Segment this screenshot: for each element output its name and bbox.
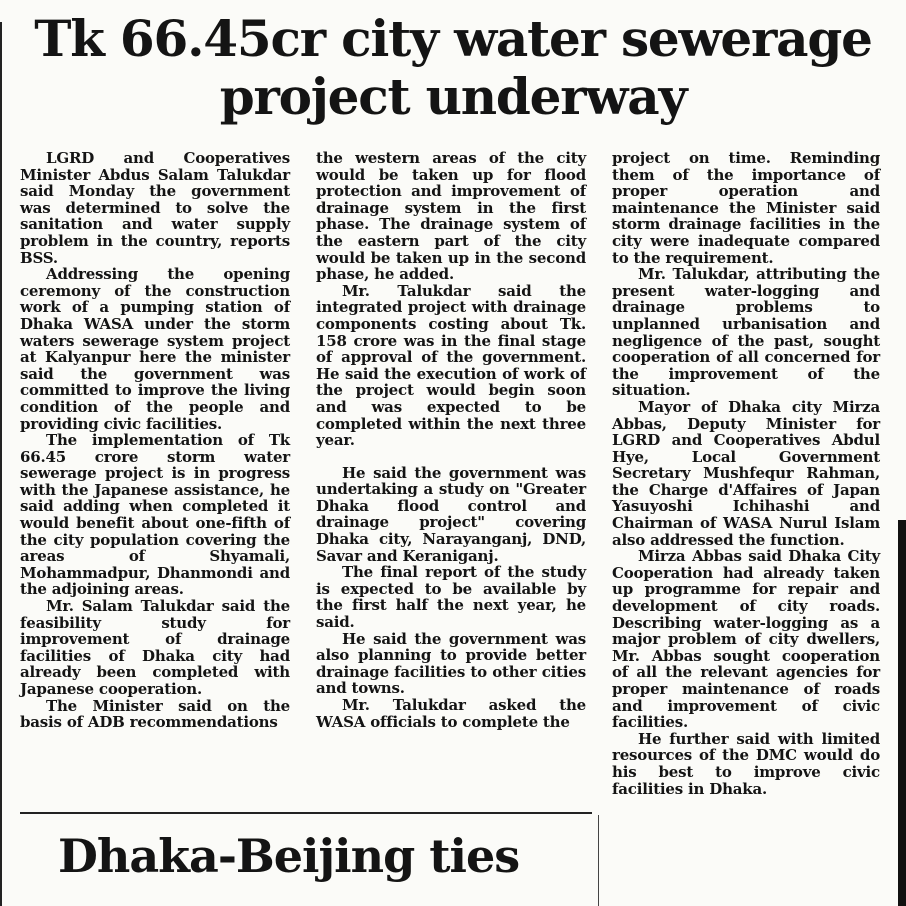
article-column-1: [20, 150, 290, 731]
paragraph: Addressing the opening ceremony of the construction work of a pumping station of Dhaka WASA under the storm waters sewerage system project at Kalyanpur here the minister said the government was committed to improve the living condition of the people and providing civic facilities.: [20, 265, 290, 433]
paragraph: The final report of the study is expected to be available by the first half the next year, he said.: [316, 563, 586, 632]
paragraph: Mr. Salam Talukdar said the feasibility study for improvement of drainage facilities of Dhaka city had already been completed with Japanese cooperation.: [20, 597, 290, 698]
paragraph: LGRD and Cooperatives Minister Abdus Salam Talukdar said Monday the government was determined to solve the sanitation and water supply problem in the country, reports BSS.: [20, 149, 290, 267]
section-divider-rule: [20, 812, 592, 814]
left-border-rule: [0, 22, 2, 906]
paragraph: Mr. Talukdar, attributing the present water-logging and drainage problems to unplanned urbanisation and negligence of the past, sought cooperation of all concerned for the improvement of the situation.: [612, 265, 880, 400]
paragraph: He said the government was also planning to provide better drainage facilities to other cities and towns.: [316, 629, 586, 698]
next-article-headline: Dhaka-Beijing ties: [58, 829, 520, 883]
paragraph: the western areas of the city would be taken up for flood protection and improvement of drainage system in the first phase. The drainage system of the eastern part of the city would be taken up in the second phase, he added.: [316, 149, 586, 284]
article-headline: [10, 10, 896, 126]
headline-line-2: project underway: [219, 67, 687, 126]
paragraph: The implementation of Tk 66.45 crore storm water sewerage project is in progress with the Japanese assistance, he said adding when completed it would benefit about one-fifth of the city population covering the areas of Shyamali, Mohammadpur, Dhanmondi and the adjoining areas.: [20, 431, 290, 599]
column-separator-rule: [598, 815, 599, 906]
paragraph: The Minister said on the basis of ADB recommendations: [20, 696, 290, 732]
paragraph: Mr. Talukdar asked the WASA officials to complete the: [316, 696, 586, 731]
paragraph: He said the government was undertaking a study on "Greater Dhaka flood control and drainage project" covering Dhaka city, Narayanganj, DND, Savar and Keraniganj.: [316, 463, 586, 565]
right-edge-shadow: [898, 520, 906, 906]
paragraph: Mirza Abbas said Dhaka City Cooperation had already taken up programme for repair and development of city roads. Describing water-logging as a major problem of city dwellers, Mr. Abbas sought cooperation of all the relevant agencies for proper maintenance of roads and improvement of civic facilities.: [612, 547, 880, 732]
paragraph: Mr. Talukdar said the integrated project with drainage components costing about Tk. 158 crore was in the final stage of approval of the government. He said the execution of work of the project would begin soon and was expected to be completed within the next three year.: [316, 281, 586, 450]
article-column-2: [316, 150, 586, 730]
headline-line-1: Tk 66.45cr city water sewerage: [34, 9, 872, 68]
paragraph: Mayor of Dhaka city Mirza Abbas, Deputy Minister for LGRD and Cooperatives Abdul Hye, Local Government Secretary Mushfequr Rahman, the Charge d'Affaires of Japan Yasuyoshi Ichihashi and Chairman of WASA Nurul Islam also addressed the function.: [612, 397, 880, 549]
article-column-3: [612, 150, 880, 797]
paragraph: He further said with limited resources of the DMC would do his best to improve civic facilities in Dhaka.: [612, 729, 880, 798]
paragraph: project on time. Reminding them of the importance of proper operation and maintenance the Minister said storm drainage facilities in the city were inadequate compared to the requirement.: [612, 149, 880, 267]
